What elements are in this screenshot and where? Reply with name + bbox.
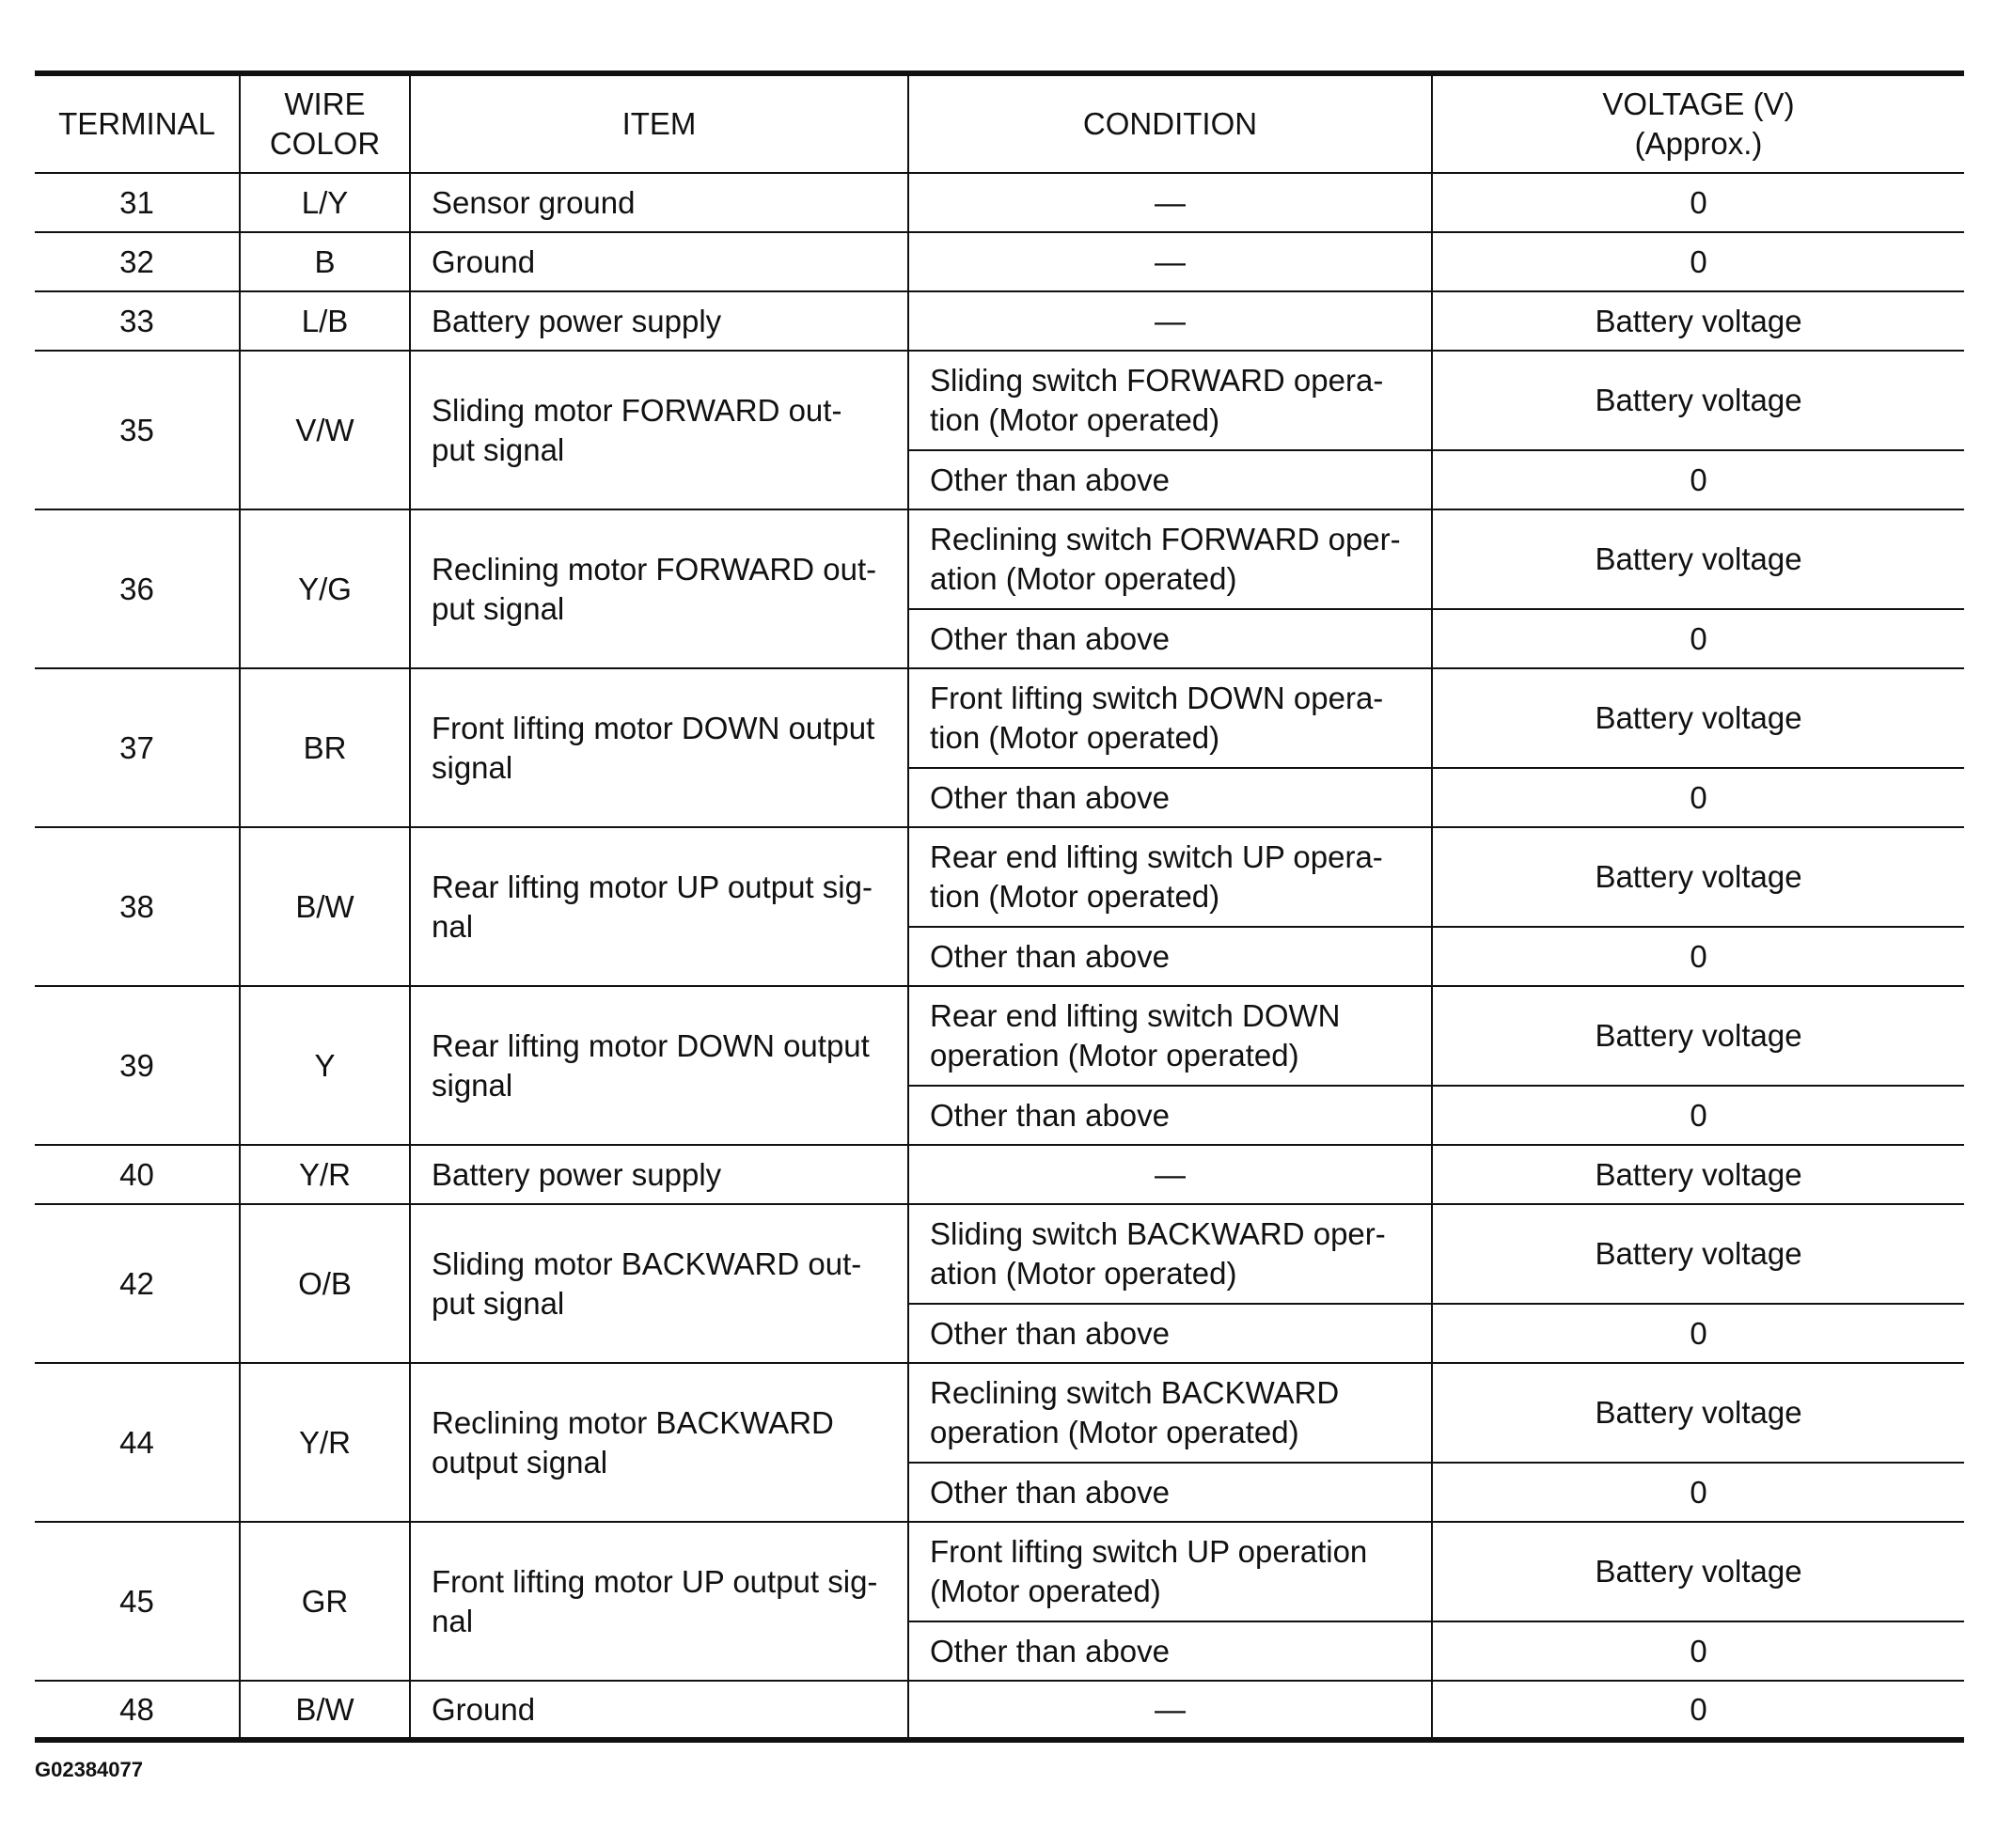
- condition-cell-text: Other than above: [930, 1315, 1171, 1351]
- terminal-cell: [35, 1204, 240, 1363]
- wire-color-cell: [240, 668, 410, 827]
- condition-cell: [908, 1681, 1432, 1740]
- table-row: [35, 1363, 1964, 1463]
- voltage-cell: [1432, 1086, 1964, 1145]
- table-header: [35, 73, 1964, 173]
- item-cell: [410, 509, 908, 668]
- table-row: [35, 1681, 1964, 1740]
- wire-color-cell: [240, 351, 410, 509]
- condition-cell: [908, 1522, 1432, 1621]
- wire-color-cell: [240, 1681, 410, 1740]
- terminal-cell-text: 36: [119, 571, 154, 606]
- wire-color-cell-text: GR: [301, 1583, 349, 1619]
- item-cell: [410, 1145, 908, 1204]
- terminal-cell: [35, 668, 240, 827]
- voltage-cell: [1432, 1681, 1964, 1740]
- wire-color-cell-text: Y: [314, 1047, 336, 1083]
- table-row: [35, 827, 1964, 927]
- condition-cell: [908, 509, 1432, 609]
- terminal-cell-text: 40: [119, 1156, 154, 1192]
- voltage-cell: [1432, 450, 1964, 509]
- terminal-cell-text: 38: [119, 888, 154, 924]
- item-cell-text: Rear lifting motor UP output sig- nal: [432, 869, 873, 944]
- terminal-cell: [35, 827, 240, 986]
- voltage-cell: [1432, 291, 1964, 351]
- wire-color-cell-text: Y/R: [298, 1156, 351, 1192]
- header-row: [35, 73, 1964, 173]
- terminal-cell-text: 31: [119, 184, 154, 220]
- wire-color-cell: [240, 291, 410, 351]
- wire-color-cell: [240, 1145, 410, 1204]
- item-cell: [410, 827, 908, 986]
- condition-cell: [908, 1363, 1432, 1463]
- voltage-cell-text: Battery voltage: [1595, 541, 1802, 576]
- terminal-cell-text: 45: [119, 1583, 154, 1619]
- voltage-cell: [1432, 768, 1964, 827]
- item-cell-text: Front lifting motor UP output sig- nal: [432, 1563, 878, 1638]
- terminal-spec-table: [35, 70, 1964, 1743]
- voltage-cell-text: 0: [1690, 1474, 1707, 1510]
- terminal-cell-text: 32: [119, 243, 154, 279]
- condition-cell: [908, 827, 1432, 927]
- condition-cell: [908, 1204, 1432, 1304]
- wire-color-cell: [240, 1522, 410, 1681]
- table-row: [35, 1204, 1964, 1304]
- item-cell: [410, 232, 908, 291]
- terminal-cell: [35, 1363, 240, 1522]
- table-row: [35, 986, 1964, 1086]
- item-cell: [410, 1363, 908, 1522]
- condition-cell-text: Other than above: [930, 938, 1171, 974]
- voltage-cell-text: 0: [1690, 1097, 1707, 1133]
- terminal-cell: [35, 509, 240, 668]
- terminal-cell-text: 42: [119, 1265, 154, 1301]
- condition-cell: [908, 1621, 1432, 1681]
- wire-color-cell-text: Y/R: [298, 1424, 351, 1460]
- wire-color-cell-text: L/B: [301, 303, 349, 338]
- item-cell-text: Sensor ground: [432, 184, 636, 220]
- voltage-cell: [1432, 1363, 1964, 1463]
- voltage-cell-text: 0: [1690, 184, 1707, 220]
- terminal-cell: [35, 1522, 240, 1681]
- terminal-cell: [35, 1145, 240, 1204]
- voltage-cell-text: 0: [1690, 620, 1707, 656]
- voltage-cell-text: Battery voltage: [1595, 1236, 1802, 1271]
- condition-cell-text: —: [1155, 184, 1186, 220]
- voltage-cell: [1432, 609, 1964, 668]
- table-row: [35, 351, 1964, 450]
- wire-color-cell-text: O/B: [298, 1265, 352, 1301]
- item-cell: [410, 986, 908, 1145]
- wire-color-cell-text: BR: [303, 729, 347, 765]
- voltage-cell-text: 0: [1690, 779, 1707, 815]
- voltage-cell-text: 0: [1690, 938, 1707, 974]
- condition-cell: [908, 232, 1432, 291]
- table-row: [35, 291, 1964, 351]
- header-terminal: TERMINAL: [35, 73, 240, 173]
- wire-color-cell: [240, 827, 410, 986]
- condition-cell: [908, 450, 1432, 509]
- voltage-cell: [1432, 232, 1964, 291]
- condition-cell-text: Other than above: [930, 462, 1171, 497]
- terminal-cell: [35, 291, 240, 351]
- table-row: [35, 1145, 1964, 1204]
- item-cell-text: Front lifting motor DOWN output signal: [432, 710, 875, 785]
- voltage-cell-text: Battery voltage: [1595, 1156, 1802, 1192]
- condition-cell: [908, 668, 1432, 768]
- voltage-cell: [1432, 1463, 1964, 1522]
- item-cell-text: Ground: [432, 243, 536, 279]
- header-wire-color: WIRE COLOR: [240, 73, 410, 173]
- condition-cell-text: Sliding switch BACKWARD oper- ation (Motor operated): [930, 1216, 1386, 1291]
- voltage-cell: [1432, 173, 1964, 232]
- terminal-cell: [35, 351, 240, 509]
- wire-color-cell: [240, 1204, 410, 1363]
- condition-cell-text: Rear end lifting switch UP opera- tion (Motor operated): [930, 839, 1383, 914]
- terminal-cell-text: 37: [119, 729, 154, 765]
- terminal-cell-text: 48: [119, 1691, 154, 1727]
- condition-cell-text: Other than above: [930, 1474, 1171, 1510]
- condition-cell-text: Front lifting switch UP operation (Motor operated): [930, 1534, 1368, 1608]
- voltage-cell: [1432, 668, 1964, 768]
- voltage-cell-text: 0: [1690, 243, 1707, 279]
- voltage-cell: [1432, 509, 1964, 609]
- item-cell-text: Ground: [432, 1691, 536, 1727]
- condition-cell-text: Sliding switch FORWARD opera- tion (Motor operated): [930, 363, 1384, 437]
- item-cell-text: Sliding motor BACKWARD out- put signal: [432, 1245, 862, 1321]
- item-cell-text: Reclining motor BACKWARD output signal: [432, 1404, 834, 1480]
- voltage-cell-text: Battery voltage: [1595, 859, 1802, 894]
- header-item: ITEM: [410, 73, 908, 173]
- condition-cell: [908, 1145, 1432, 1204]
- voltage-cell: [1432, 827, 1964, 927]
- wire-color-cell: [240, 173, 410, 232]
- item-cell: [410, 351, 908, 509]
- wire-color-cell: [240, 1363, 410, 1522]
- condition-cell-text: Other than above: [930, 1633, 1171, 1668]
- item-cell-text: Rear lifting motor DOWN output signal: [432, 1027, 870, 1103]
- condition-cell: [908, 1463, 1432, 1522]
- terminal-cell-text: 39: [119, 1047, 154, 1083]
- condition-cell-text: Other than above: [930, 1097, 1171, 1133]
- wire-color-cell-text: B: [314, 243, 336, 279]
- terminal-cell: [35, 232, 240, 291]
- item-cell-text: Battery power supply: [432, 1156, 722, 1192]
- voltage-cell: [1432, 1145, 1964, 1204]
- terminal-cell: [35, 173, 240, 232]
- condition-cell: [908, 986, 1432, 1086]
- condition-cell-text: —: [1155, 1691, 1186, 1727]
- terminal-cell: [35, 1681, 240, 1740]
- header-condition: CONDITION: [908, 73, 1432, 173]
- condition-cell: [908, 927, 1432, 986]
- condition-cell-text: Other than above: [930, 779, 1171, 815]
- condition-cell: [908, 1304, 1432, 1363]
- item-cell: [410, 291, 908, 351]
- condition-cell: [908, 291, 1432, 351]
- wire-color-cell: [240, 509, 410, 668]
- condition-cell-text: —: [1155, 303, 1186, 338]
- terminal-cell: [35, 986, 240, 1145]
- voltage-cell: [1432, 1522, 1964, 1621]
- voltage-cell: [1432, 927, 1964, 986]
- voltage-cell-text: Battery voltage: [1595, 303, 1802, 338]
- item-cell: [410, 173, 908, 232]
- table-row: [35, 173, 1964, 232]
- condition-cell-text: Reclining switch BACKWARD operation (Motor operated): [930, 1375, 1340, 1449]
- item-cell: [410, 1522, 908, 1681]
- voltage-cell: [1432, 351, 1964, 450]
- wire-color-cell-text: Y/G: [298, 571, 352, 606]
- item-cell-text: Battery power supply: [432, 303, 722, 338]
- condition-cell-text: Reclining switch FORWARD oper- ation (Motor operated): [930, 522, 1401, 596]
- condition-cell-text: Front lifting switch DOWN opera- tion (Motor operated): [930, 681, 1384, 755]
- voltage-cell-text: 0: [1690, 1315, 1707, 1351]
- voltage-cell: [1432, 1621, 1964, 1681]
- voltage-cell-text: Battery voltage: [1595, 1018, 1802, 1053]
- voltage-cell: [1432, 1204, 1964, 1304]
- voltage-cell: [1432, 986, 1964, 1086]
- voltage-cell-text: Battery voltage: [1595, 383, 1802, 417]
- item-cell: [410, 668, 908, 827]
- voltage-cell-text: Battery voltage: [1595, 1395, 1802, 1430]
- condition-cell: [908, 173, 1432, 232]
- terminal-cell-text: 44: [119, 1424, 154, 1460]
- table-row: [35, 509, 1964, 609]
- table-row: [35, 1522, 1964, 1621]
- item-cell: [410, 1681, 908, 1740]
- terminal-cell-text: 35: [119, 412, 154, 447]
- wire-color-cell-text: L/Y: [301, 184, 349, 220]
- wire-color-cell-text: V/W: [295, 412, 354, 447]
- wire-color-cell: [240, 986, 410, 1145]
- condition-cell: [908, 351, 1432, 450]
- voltage-cell: [1432, 1304, 1964, 1363]
- header-voltage: VOLTAGE (V) (Approx.): [1432, 73, 1964, 173]
- table-body: [35, 173, 1964, 1740]
- wire-color-cell: [240, 232, 410, 291]
- condition-cell-text: —: [1155, 1156, 1186, 1192]
- table-row: [35, 232, 1964, 291]
- voltage-cell-text: Battery voltage: [1595, 700, 1802, 735]
- condition-cell-text: —: [1155, 243, 1186, 279]
- condition-cell: [908, 609, 1432, 668]
- table-row: [35, 668, 1964, 768]
- voltage-cell-text: 0: [1690, 1633, 1707, 1668]
- condition-cell-text: Rear end lifting switch DOWN operation (Motor operated): [930, 998, 1341, 1073]
- voltage-cell-text: Battery voltage: [1595, 1554, 1802, 1589]
- item-cell-text: Sliding motor FORWARD out- put signal: [432, 392, 842, 467]
- figure-id: G02384077: [35, 1758, 143, 1781]
- condition-cell: [908, 1086, 1432, 1145]
- item-cell: [410, 1204, 908, 1363]
- terminal-cell-text: 33: [119, 303, 154, 338]
- wire-color-cell-text: B/W: [295, 888, 354, 924]
- item-cell-text: Reclining motor FORWARD out- put signal: [432, 551, 877, 626]
- wire-color-cell-text: B/W: [295, 1691, 354, 1727]
- voltage-cell-text: 0: [1690, 1691, 1707, 1727]
- voltage-cell-text: 0: [1690, 462, 1707, 497]
- condition-cell: [908, 768, 1432, 827]
- condition-cell-text: Other than above: [930, 620, 1171, 656]
